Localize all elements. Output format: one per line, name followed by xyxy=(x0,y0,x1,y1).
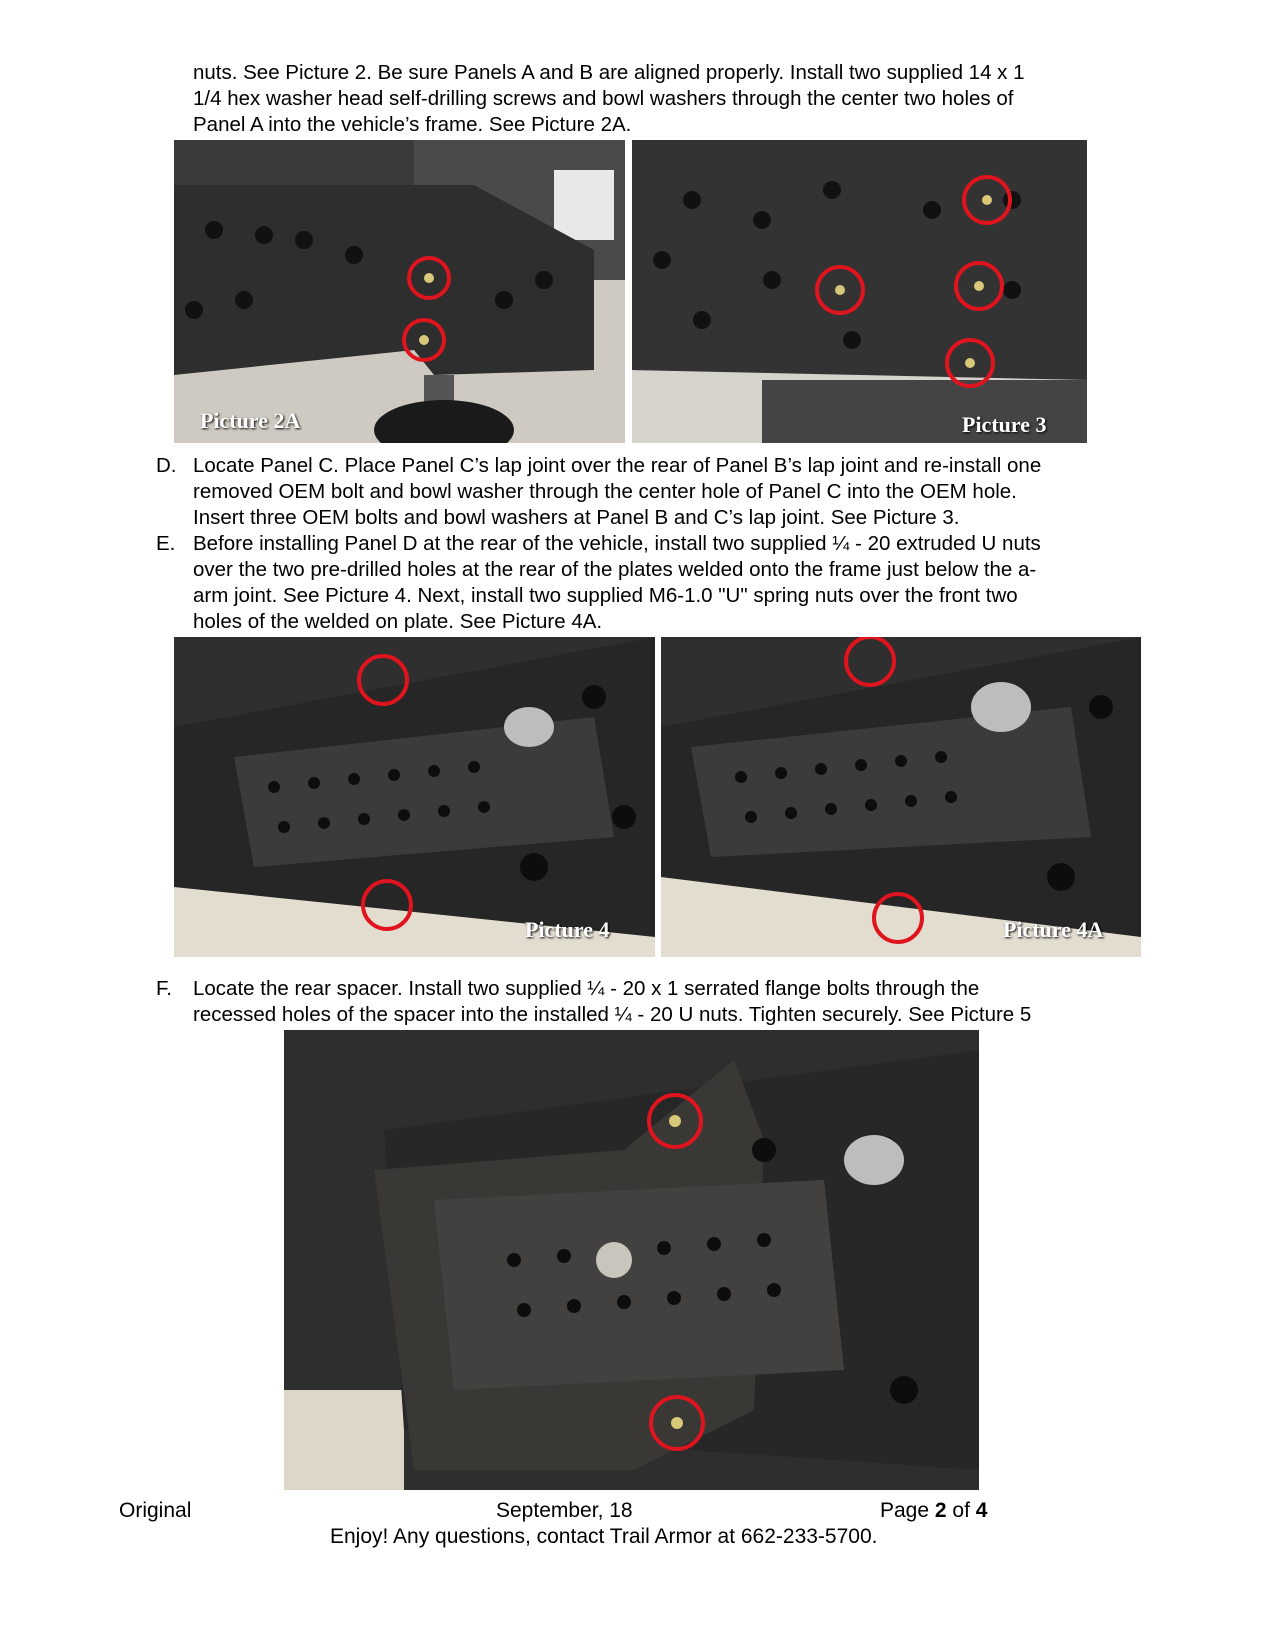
step-e-line-1: Before installing Panel D at the rear of the vehicle, install two supplied ¼ - 20 extruded U nuts xyxy=(193,532,1041,555)
footer-contact: Enjoy! Any questions, contact Trail Armor at 662-233-5700. xyxy=(330,1525,878,1548)
step-e-line-4: holes of the welded on plate. See Picture 4A. xyxy=(193,610,603,633)
intro-line-3: Panel A into the vehicle’s frame. See Picture 2A. xyxy=(193,113,632,136)
footer-page-number xyxy=(880,1498,987,1524)
step-d-label: D. xyxy=(156,454,177,477)
footer-page-total: 4 xyxy=(975,1499,988,1522)
picture-4a-photo xyxy=(661,637,1141,957)
picture-4-photo xyxy=(174,637,655,957)
picture-3-caption: Picture 3 xyxy=(962,412,1047,437)
step-f-line-1: Locate the rear spacer. Install two supplied ¼ - 20 x 1 serrated flange bolts through the xyxy=(193,977,980,1000)
intro-line-2: 1/4 hex washer head self-drilling screws and bowl washers through the center two holes of xyxy=(193,87,1014,110)
footer-date: September, 18 xyxy=(496,1499,633,1522)
picture-5-photo xyxy=(284,1030,979,1490)
step-d-line-3: Insert three OEM bolts and bowl washers at Panel B and C’s lap joint. See Picture 3. xyxy=(193,506,960,529)
picture-4-caption: Picture 4 xyxy=(525,917,610,942)
picture-4a-caption: Picture 4A xyxy=(1003,917,1104,942)
step-e-line-3: arm joint. See Picture 4. Next, install two supplied M6-1.0 "U" spring nuts over the front two xyxy=(193,584,1018,607)
step-d-line-1: Locate Panel C. Place Panel C’s lap joint over the rear of Panel B’s lap joint and re-install one xyxy=(193,454,1042,477)
step-f-line-2: recessed holes of the spacer into the installed ¼ - 20 U nuts. Tighten securely. See Picture 5 xyxy=(193,1003,1032,1026)
picture-3-photo xyxy=(632,140,1087,443)
step-e-line-2: over the two pre-drilled holes at the rear of the plates welded onto the frame just below the a- xyxy=(193,558,1037,581)
footer-page-current: 2 xyxy=(934,1499,947,1522)
intro-line-1: nuts. See Picture 2. Be sure Panels A and B are aligned properly. Install two supplied 14 x 1 xyxy=(193,61,1025,84)
footer-page-sep: of xyxy=(946,1499,976,1522)
footer-status: Original xyxy=(119,1499,192,1522)
footer-page-prefix: Page xyxy=(880,1499,935,1522)
step-f-label: F. xyxy=(156,977,172,1000)
step-e-label: E. xyxy=(156,532,176,555)
step-d-line-2: removed OEM bolt and bowl washer through the center hole of Panel C into the OEM hole. xyxy=(193,480,1017,503)
picture-2a-photo xyxy=(174,140,625,443)
picture-2a-caption: Picture 2A xyxy=(200,408,301,433)
